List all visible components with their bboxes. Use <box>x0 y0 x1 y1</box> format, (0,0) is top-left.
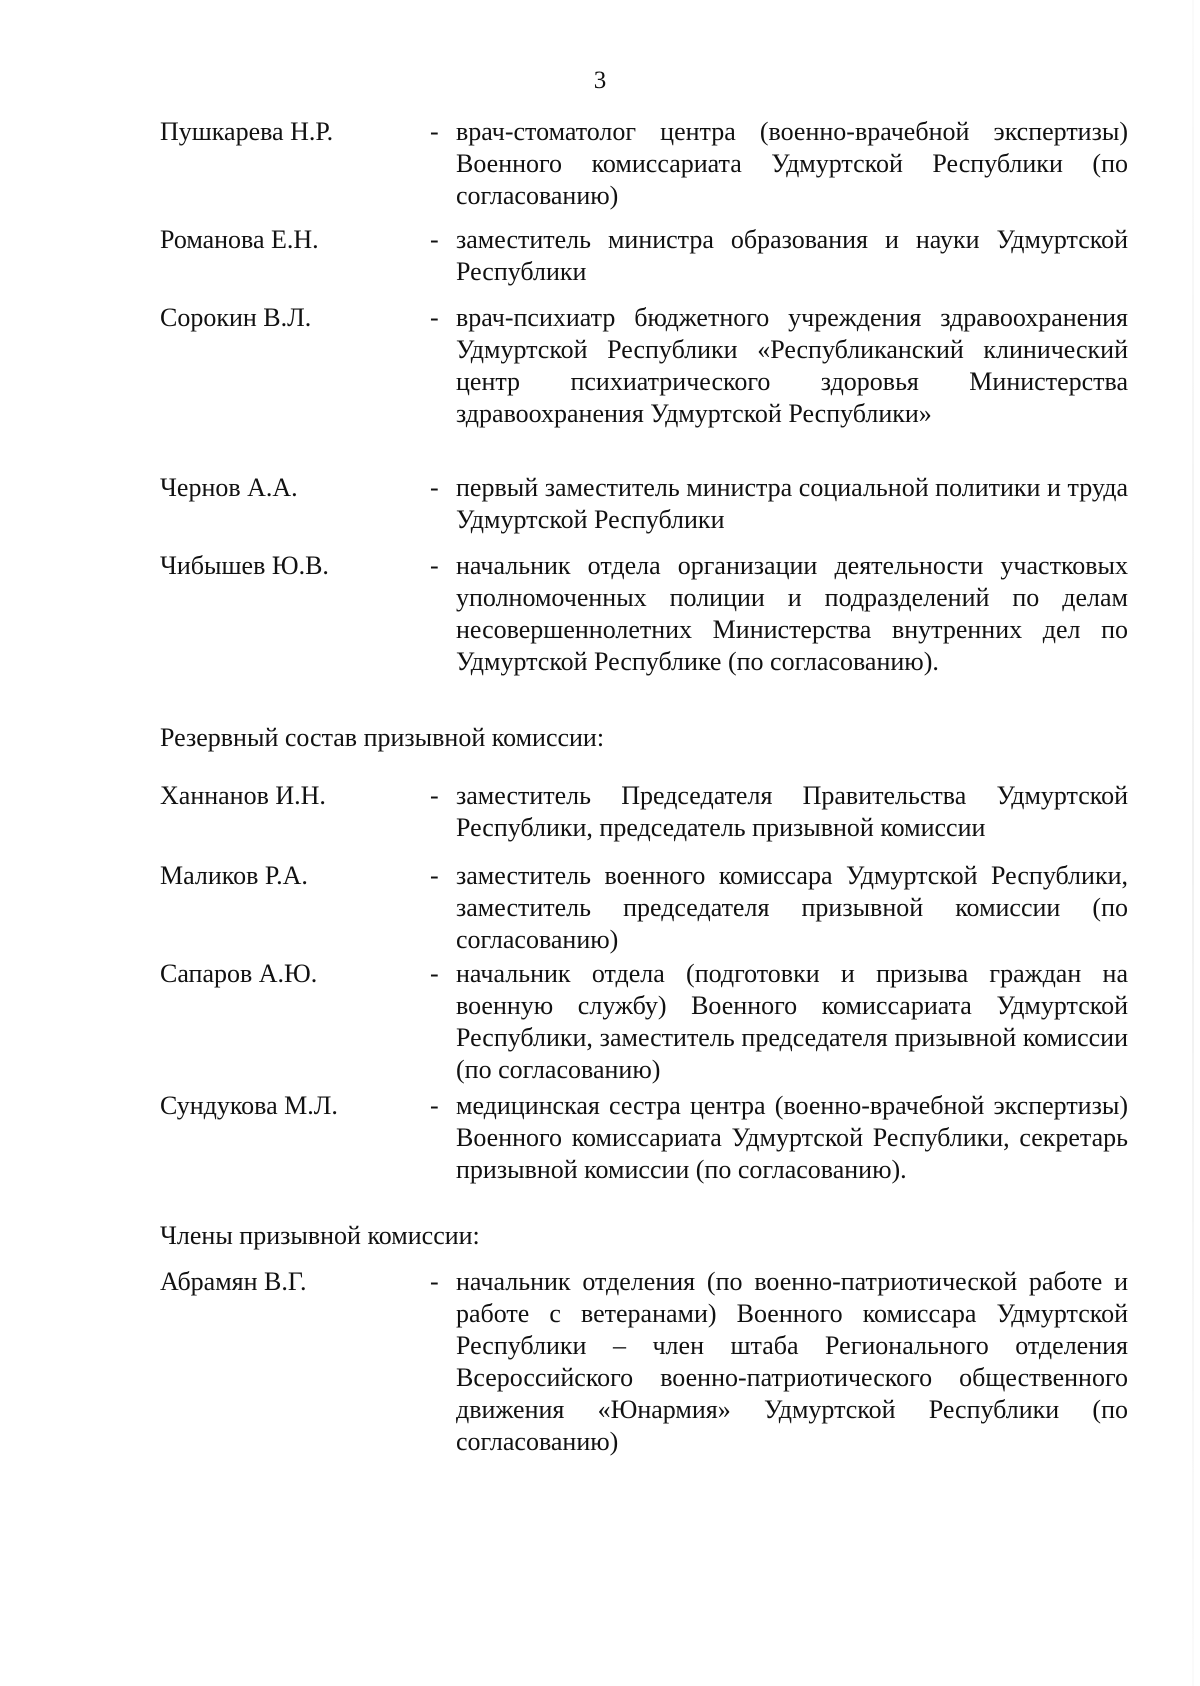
dash-separator: - <box>430 117 439 146</box>
person-position: заместитель военного комиссара Удмуртской Республики, заместитель председателя призывной комиссии (по согласованию) <box>456 861 1128 954</box>
section-heading-members: Члены призывной комиссии: <box>160 1221 480 1250</box>
person-position: начальник отделения (по военно-патриотической работе и работе с ветеранами) Военного комиссара Удмуртской Республики – член штаба Регионального отделения Всероссийского военно-патриотического общественного движения «Юнармия» Удмуртской Республики (по согласованию) <box>456 1267 1128 1456</box>
dash-separator: - <box>430 781 439 810</box>
person-name: Романова Е.Н. <box>160 225 319 254</box>
person-position: врач-стоматолог центра (военно-врачебной экспертизы) Военного комиссариата Удмуртской Республики (по согласованию) <box>456 117 1128 210</box>
person-position: врач-психиатр бюджетного учреждения здравоохранения Удмуртской Республики «Республиканский клинический центр психиатрического здоровья Министерства здравоохранения Удмуртской Республики» <box>456 303 1128 428</box>
person-name: Чернов А.А. <box>160 473 298 502</box>
section-heading-reserve: Резервный состав призывной комиссии: <box>160 723 605 752</box>
person-name: Пушкарева Н.Р. <box>160 117 334 146</box>
scan-edge-shadow <box>1192 0 1194 1686</box>
person-name: Абрамян В.Г. <box>160 1267 307 1296</box>
dash-separator: - <box>430 303 439 332</box>
person-name: Маликов Р.А. <box>160 861 308 890</box>
dash-separator: - <box>430 473 439 502</box>
person-position: заместитель Председателя Правительства Удмуртской Республики, председатель призывной комиссии <box>456 781 1128 842</box>
person-position: медицинская сестра центра (военно-врачебной экспертизы) Военного комиссариата Удмуртской Республики, секретарь призывной комиссии (по согласованию). <box>456 1091 1128 1184</box>
person-name: Чибышев Ю.В. <box>160 551 329 580</box>
person-position: заместитель министра образования и науки Удмуртской Республики <box>456 225 1128 286</box>
person-position: начальник отдела (подготовки и призыва граждан на военную службу) Военного комиссариата Удмуртской Республики, заместитель председателя призывной комиссии (по согласованию) <box>456 959 1128 1084</box>
dash-separator: - <box>430 861 439 890</box>
dash-separator: - <box>430 1091 439 1120</box>
person-name: Сундукова М.Л. <box>160 1091 338 1120</box>
person-position: первый заместитель министра социальной политики и труда Удмуртской Республики <box>456 473 1128 534</box>
person-name: Сорокин В.Л. <box>160 303 312 332</box>
page-number: 3 <box>593 67 607 94</box>
dash-separator: - <box>430 959 439 988</box>
person-name: Ханнанов И.Н. <box>160 781 326 810</box>
person-name: Сапаров А.Ю. <box>160 959 318 988</box>
person-position: начальник отдела организации деятельности участковых уполномоченных полиции и подразделений по делам несовершеннолетних Министерства внутренних дел по Удмуртской Республике (по согласованию). <box>456 551 1128 676</box>
dash-separator: - <box>430 1267 439 1296</box>
dash-separator: - <box>430 225 439 254</box>
dash-separator: - <box>430 551 439 580</box>
